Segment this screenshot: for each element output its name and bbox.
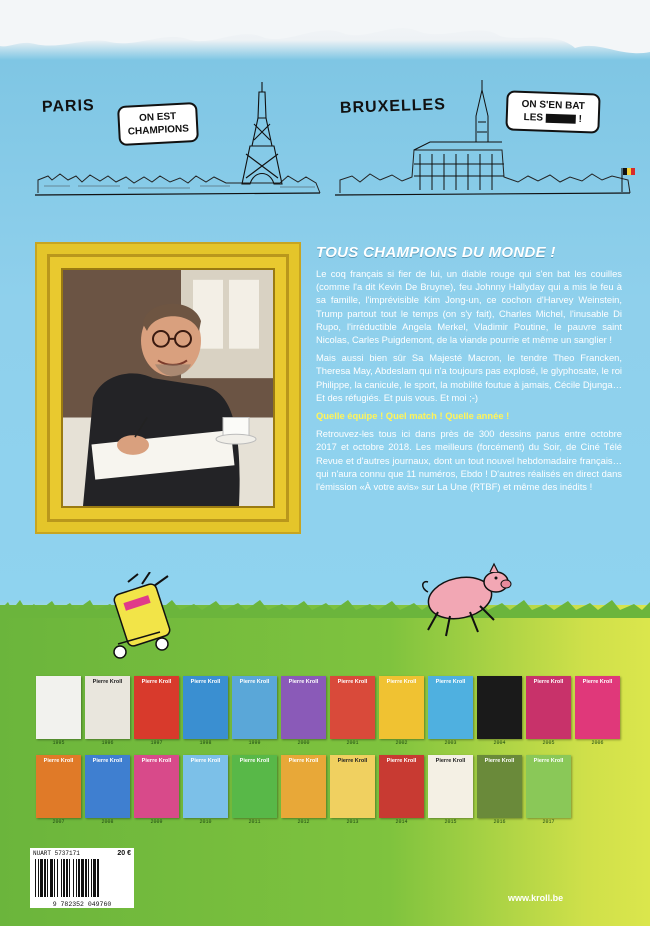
book-year: 2015 (444, 819, 457, 825)
books-row-2 (36, 755, 571, 825)
speech-bubble-bruxelles: ON S'EN BAT LES ! (505, 90, 600, 133)
barcode-bar (35, 859, 36, 897)
article-paragraph-1: Le coq français si fier de lui, un diable rouge qui s'en bat les couilles (comme l'a dit Kevin De Bruyne), feu Johnny Hallyday qui a mis le feu à sa famille, l'imprévisible Kim Jong-un, ce cochon d'Harvey Weinstein, Trump partout tout le temps (on s'y fait), Charles Michel, l'inusable Di Rupo, l'irréductible Angela Merkel, Vladimir Poutine, le pauvre saint Nicolas, Carles Puigdemont, de la viande pourrie et même un sanglier ! (316, 268, 622, 346)
barcode-bar (81, 859, 84, 897)
book-cover (575, 676, 620, 746)
book-cover-title: Pierre Kroll (337, 679, 368, 685)
article-title: TOUS CHAMPIONS DU MONDE ! (316, 244, 556, 261)
barcode-bar (44, 859, 46, 897)
book-cover (85, 676, 130, 746)
book-cover (232, 755, 277, 825)
book-cover (134, 676, 179, 746)
book-year: 2016 (493, 819, 506, 825)
book-year: 2012 (297, 819, 310, 825)
book-year: 2005 (542, 740, 555, 746)
book-year: 1996 (101, 740, 114, 746)
book-cover (526, 676, 571, 746)
book-cover (36, 676, 81, 746)
book-year: 2003 (444, 740, 457, 746)
gold-picture-frame (37, 244, 299, 532)
book-cover (330, 755, 375, 825)
book-year: 2010 (199, 819, 212, 825)
book-year: 2002 (395, 740, 408, 746)
book-cover-title: Pierre Kroll (484, 758, 515, 764)
speech-bubble-bruxelles-line1: ON S'EN BAT (521, 98, 586, 113)
book-cover (379, 676, 424, 746)
book-cover (428, 755, 473, 825)
book-cover (183, 755, 228, 825)
barcode-bar (78, 859, 80, 897)
city-label-bruxelles: BRUXELLES (339, 96, 447, 117)
book-year: 2006 (591, 740, 604, 746)
book-cover (428, 676, 473, 746)
book-cover-title: Pierre Kroll (92, 679, 123, 685)
article-highlight: Quelle équipe ! Quel match ! Quelle année ! (316, 410, 510, 422)
barcode-label (30, 848, 134, 908)
book-year: 2000 (297, 740, 310, 746)
barcode-bar (91, 859, 92, 897)
barcode-bar (61, 859, 62, 897)
barcode-bar (88, 859, 89, 897)
article-column (316, 244, 622, 498)
book-cover (477, 755, 522, 825)
book-cover-title: Pierre Kroll (190, 758, 221, 764)
book-year: 1999 (248, 740, 261, 746)
barcode-bar (57, 859, 58, 897)
publisher-website: www.kroll.be (508, 893, 564, 903)
book-year: 1995 (52, 740, 65, 746)
barcode-bar (76, 859, 77, 897)
product-code: NUART 5737171 (33, 850, 80, 857)
book-cover (36, 755, 81, 825)
book-cover-title: Pierre Kroll (386, 679, 417, 685)
barcode-bar (73, 859, 74, 897)
book-cover-title: Pierre Kroll (288, 679, 319, 685)
book-cover-title: Pierre Kroll (337, 758, 368, 764)
book-year: 1997 (150, 740, 163, 746)
barcode-bar (54, 859, 55, 897)
books-row-1 (36, 676, 620, 746)
barcode-bar (66, 859, 68, 897)
barcode-bar (50, 859, 53, 897)
barcode-bar (93, 859, 96, 897)
book-cover-title: Pierre Kroll (141, 758, 172, 764)
barcode-bar (69, 859, 70, 897)
book-cover (232, 676, 277, 746)
book-year: 2017 (542, 819, 555, 825)
book-cover (85, 755, 130, 825)
book-cover-title: Pierre Kroll (435, 679, 466, 685)
book-year: 2007 (52, 819, 65, 825)
author-photo-illustration (63, 270, 273, 506)
book-cover (526, 755, 571, 825)
book-cover (183, 676, 228, 746)
book-cover (477, 676, 522, 746)
book-cover-title: Pierre Kroll (239, 758, 270, 764)
barcode-bar (63, 859, 65, 897)
price: 20 € (117, 850, 131, 857)
book-year: 2014 (395, 819, 408, 825)
book-cover-title: Pierre Kroll (435, 758, 466, 764)
book-cover-title: Pierre Kroll (533, 758, 564, 764)
book-cover-title: Pierre Kroll (190, 679, 221, 685)
book-year: 2009 (150, 819, 163, 825)
golf-bag-doodle (98, 572, 188, 667)
book-cover-title: Pierre Kroll (386, 758, 417, 764)
barcode-bars (33, 859, 129, 897)
barcode-bar (85, 859, 87, 897)
book-year: 2001 (346, 740, 359, 746)
previous-books-grid (36, 676, 620, 834)
clouds-band (0, 0, 650, 90)
book-cover-title: Pierre Kroll (92, 758, 123, 764)
book-cover (281, 755, 326, 825)
book-cover (330, 676, 375, 746)
speech-bubble-bruxelles-line2: LES (523, 111, 544, 124)
book-year: 2004 (493, 740, 506, 746)
author-portrait (61, 268, 275, 508)
eiffel-tower-icon (242, 82, 282, 184)
book-year: 1998 (199, 740, 212, 746)
book-cover (379, 755, 424, 825)
book-cover-title: Pierre Kroll (533, 679, 564, 685)
isbn-number: 9 782352 049760 (52, 901, 112, 908)
book-year: 2013 (346, 819, 359, 825)
barcode-bar (97, 859, 99, 897)
book-cover-title: Pierre Kroll (239, 679, 270, 685)
speech-bubble-paris-text: ON EST CHAMPIONS (127, 111, 190, 138)
book-year: 2008 (101, 819, 114, 825)
book-year: 2011 (248, 819, 261, 825)
barcode-bar (40, 859, 43, 897)
pig-doodle (418, 562, 516, 640)
book-cover (134, 755, 179, 825)
book-cover (281, 676, 326, 746)
book-cover-title: Pierre Kroll (141, 679, 172, 685)
book-cover-title: Pierre Kroll (582, 679, 613, 685)
city-label-paris: PARIS (41, 97, 95, 116)
article-paragraph-4: Retrouvez-les tous ici dans près de 300 dessins parus entre octobre 2017 et octobre 2018. Les meilleurs (forcément) du Soir, de Ciné Télé Revue et d'autres journaux, dont un tout nouvel hebdomadaire français… qui n'aura connu que 11 numéros, Ebdo ! D'autres réalisés en direct dans l'émission «À votre avis» sur La Une (RTBF) et même des inédits ! (316, 428, 622, 493)
censor-bar (546, 114, 576, 124)
book-cover-title: Pierre Kroll (43, 758, 74, 764)
book-cover-title: Pierre Kroll (288, 758, 319, 764)
barcode-bar (47, 859, 48, 897)
barcode-bar (38, 859, 39, 897)
article-paragraph-2: Mais aussi bien sûr Sa Majesté Macron, le tendre Theo Francken, Theresa May, Abdeslam qui n'a toujours pas explosé, le glyphosate, le roi Philippe, la canicule, le sport, la mobilité foutue à jamais, Cécile Djunga… Et des réfugiés. Et puis vous. Et moi ;-) (316, 352, 622, 403)
speech-bubble-paris (117, 102, 199, 146)
